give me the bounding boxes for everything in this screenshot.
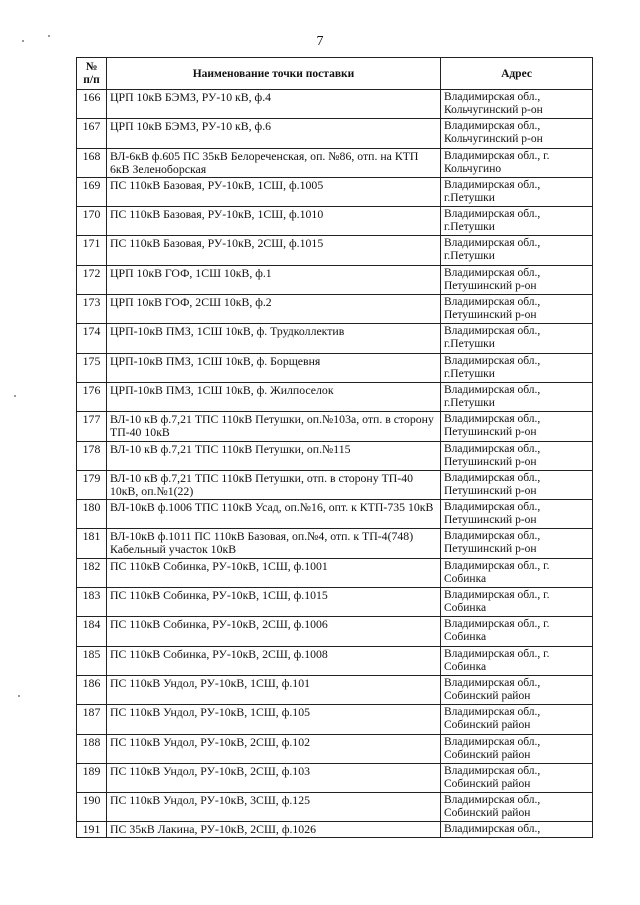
row-name: ВЛ-10 кВ ф.7,21 ТПС 110кВ Петушки, оп.№115 (107, 441, 441, 470)
table-row (77, 119, 593, 148)
table-row (77, 236, 593, 265)
table-row (77, 470, 593, 499)
table-row (77, 382, 593, 411)
row-address: Владимирская обл., г. Собинка (441, 646, 593, 675)
table-row (77, 558, 593, 587)
row-name: ПС 110кВ Базовая, РУ-10кВ, 2СШ, ф.1015 (107, 236, 441, 265)
row-number: 168 (77, 148, 107, 177)
row-address: Владимирская обл., Кольчугинский р-он (441, 90, 593, 119)
row-number: 166 (77, 90, 107, 119)
table-row (77, 822, 593, 838)
row-number: 182 (77, 558, 107, 587)
row-number: 190 (77, 793, 107, 822)
table-row (77, 177, 593, 206)
row-name: ВЛ-10 кВ ф.7,21 ТПС 110кВ Петушки, отп. в сторону ТП-40 10кВ, оп.№1(22) (107, 470, 441, 499)
row-address: Владимирская обл., Собинский район (441, 793, 593, 822)
row-number: 170 (77, 207, 107, 236)
table-body (77, 90, 593, 838)
row-number: 177 (77, 412, 107, 441)
row-name: ЦРП-10кВ ПМЗ, 1СШ 10кВ, ф. Борщевня (107, 353, 441, 382)
row-address: Владимирская обл., г.Петушки (441, 177, 593, 206)
row-name: ЦРП 10кВ БЭМЗ, РУ-10 кВ, ф.4 (107, 90, 441, 119)
table-row (77, 588, 593, 617)
row-number: 175 (77, 353, 107, 382)
row-number: 188 (77, 734, 107, 763)
row-number: 172 (77, 265, 107, 294)
row-name: ВЛ-10кВ ф.1006 ТПС 110кВ Усад, оп.№16, опт. к КТП-735 10кВ (107, 500, 441, 529)
row-name: ЦРП 10кВ ГОФ, 1СШ 10кВ, ф.1 (107, 265, 441, 294)
table-row (77, 353, 593, 382)
row-address: Владимирская обл., г.Петушки (441, 382, 593, 411)
row-number: 185 (77, 646, 107, 675)
row-name: ПС 110кВ Базовая, РУ-10кВ, 1СШ, ф.1010 (107, 207, 441, 236)
row-name: ПС 110кВ Базовая, РУ-10кВ, 1СШ, ф.1005 (107, 177, 441, 206)
row-name: ПС 110кВ Собинка, РУ-10кВ, 1СШ, ф.1015 (107, 588, 441, 617)
row-name: ЦРП-10кВ ПМЗ, 1СШ 10кВ, ф. Жилпоселок (107, 382, 441, 411)
scan-speck (14, 395, 16, 397)
table-row (77, 207, 593, 236)
row-address: Владимирская обл., г. Собинка (441, 558, 593, 587)
table-row (77, 441, 593, 470)
row-address: Владимирская обл., Петушинский р-он (441, 441, 593, 470)
row-address: Владимирская обл., Петушинский р-он (441, 470, 593, 499)
row-number: 173 (77, 295, 107, 324)
table-row (77, 500, 593, 529)
table-row (77, 324, 593, 353)
row-number: 180 (77, 500, 107, 529)
row-address: Владимирская обл., г.Петушки (441, 236, 593, 265)
table-row (77, 675, 593, 704)
delivery-points-table (76, 57, 593, 838)
row-address: Владимирская обл., г. Собинка (441, 588, 593, 617)
row-number: 184 (77, 617, 107, 646)
row-number: 174 (77, 324, 107, 353)
row-name: ПС 110кВ Ундол, РУ-10кВ, 3СШ, ф.125 (107, 793, 441, 822)
table-row (77, 617, 593, 646)
row-address: Владимирская обл., г.Петушки (441, 324, 593, 353)
row-number: 169 (77, 177, 107, 206)
table-row (77, 646, 593, 675)
row-name: ВЛ-10кВ ф.1011 ПС 110кВ Базовая, оп.№4, отп. к ТП-4(748) Кабельный участок 10кВ (107, 529, 441, 558)
scan-speck (22, 40, 24, 42)
row-address: Владимирская обл., Петушинский р-он (441, 529, 593, 558)
scan-speck (48, 35, 50, 37)
row-address: Владимирская обл., г.Петушки (441, 207, 593, 236)
row-name: ЦРП-10кВ ПМЗ, 1СШ 10кВ, ф. Трудколлектив (107, 324, 441, 353)
row-number: 181 (77, 529, 107, 558)
row-number: 183 (77, 588, 107, 617)
row-address: Владимирская обл., Собинский район (441, 734, 593, 763)
row-name: ПС 110кВ Собинка, РУ-10кВ, 1СШ, ф.1001 (107, 558, 441, 587)
row-address: Владимирская обл., Петушинский р-он (441, 412, 593, 441)
row-name: ЦРП 10кВ БЭМЗ, РУ-10 кВ, ф.6 (107, 119, 441, 148)
row-number: 167 (77, 119, 107, 148)
table-header-row (77, 58, 593, 90)
scan-speck (18, 695, 20, 697)
row-name: ПС 110кВ Ундол, РУ-10кВ, 2СШ, ф.103 (107, 763, 441, 792)
row-address: Владимирская обл., Кольчугинский р-он (441, 119, 593, 148)
page-number: 7 (316, 34, 324, 49)
row-name: ЦРП 10кВ ГОФ, 2СШ 10кВ, ф.2 (107, 295, 441, 324)
header-address: Адрес (441, 58, 593, 90)
row-number: 176 (77, 382, 107, 411)
row-address: Владимирская обл., (441, 822, 593, 838)
row-address: Владимирская обл., Петушинский р-он (441, 500, 593, 529)
row-name: ВЛ-10 кВ ф.7,21 ТПС 110кВ Петушки, оп.№103а, отп. в сторону ТП-40 10кВ (107, 412, 441, 441)
table-row (77, 265, 593, 294)
row-name: ПС 110кВ Собинка, РУ-10кВ, 2СШ, ф.1006 (107, 617, 441, 646)
row-name: ПС 110кВ Ундол, РУ-10кВ, 1СШ, ф.101 (107, 675, 441, 704)
row-address: Владимирская обл., Собинский район (441, 675, 593, 704)
table-row (77, 529, 593, 558)
row-number: 189 (77, 763, 107, 792)
row-address: Владимирская обл., г. Собинка (441, 617, 593, 646)
header-num: № п/п (77, 58, 107, 90)
table-row (77, 734, 593, 763)
row-number: 191 (77, 822, 107, 838)
table-row (77, 763, 593, 792)
table-row (77, 705, 593, 734)
row-number: 179 (77, 470, 107, 499)
table-row (77, 148, 593, 177)
header-name: Наименование точки поставки (107, 58, 441, 90)
row-address: Владимирская обл., Петушинский р-он (441, 265, 593, 294)
table-row (77, 295, 593, 324)
table-row (77, 412, 593, 441)
table-row (77, 90, 593, 119)
row-name: ПС 35кВ Лакина, РУ-10кВ, 2СШ, ф.1026 (107, 822, 441, 838)
table-row (77, 793, 593, 822)
row-number: 171 (77, 236, 107, 265)
row-address: Владимирская обл., г.Петушки (441, 353, 593, 382)
row-name: ВЛ-6кВ ф.605 ПС 35кВ Белореченская, оп. №86, отп. на КТП 6кВ Зеленоборская (107, 148, 441, 177)
row-address: Владимирская обл., Петушинский р-он (441, 295, 593, 324)
row-name: ПС 110кВ Собинка, РУ-10кВ, 2СШ, ф.1008 (107, 646, 441, 675)
row-name: ПС 110кВ Ундол, РУ-10кВ, 2СШ, ф.102 (107, 734, 441, 763)
row-number: 187 (77, 705, 107, 734)
row-number: 186 (77, 675, 107, 704)
row-address: Владимирская обл., Собинский район (441, 705, 593, 734)
row-address: Владимирская обл., г. Кольчугино (441, 148, 593, 177)
row-name: ПС 110кВ Ундол, РУ-10кВ, 1СШ, ф.105 (107, 705, 441, 734)
row-address: Владимирская обл., Собинский район (441, 763, 593, 792)
row-number: 178 (77, 441, 107, 470)
